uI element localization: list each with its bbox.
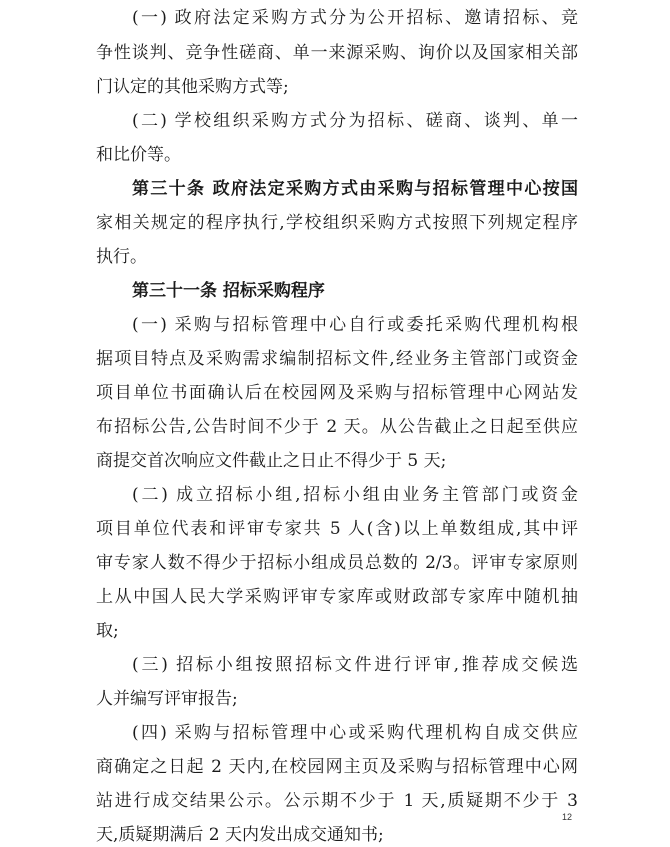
text-line: 商提交首次响应文件截止之日止不得少于 5 天; [96,451,447,471]
text-line: 天,质疑期满后 2 天内发出成交通知书; [96,825,384,845]
text-line: 审专家人数不得少于招标小组成员总数的 2/3。评审专家原则 [96,553,578,573]
text-line: 取; [96,621,119,641]
text-line: 争性谈判、竞争性磋商、单一来源采购、询价以及国家相关部 [96,43,578,63]
text-line: (二) 成立招标小组,招标小组由业务主管部门或资金 [132,485,578,505]
text-line: 项目单位书面确认后在校园网及采购与招标管理中心网站发 [96,383,578,403]
text-line: (四) 采购与招标管理中心或采购代理机构自成交供应 [132,723,578,743]
text-line: (二) 学校组织采购方式分为招标、磋商、谈判、单一 [132,111,578,131]
article-31-heading: 第三十一条 招标采购程序 [132,281,325,301]
text-line: 人并编写评审报告; [96,689,238,709]
text-line: (一) 政府法定采购方式分为公开招标、邀请招标、竞 [132,8,578,28]
text-line: 和比价等。 [96,145,181,165]
page-number: 12 [562,812,573,822]
text-line: 布招标公告,公告时间不少于 2 天。从公告截止之日起至供应 [96,417,578,437]
text-line: 门认定的其他采购方式等; [96,77,289,97]
text-line: 上从中国人民大学采购评审专家库或财政部专家库中随机抽 [96,587,578,607]
text-line: 商确定之日起 2 天内,在校园网主页及采购与招标管理中心网 [96,757,578,777]
article-30-heading: 第三十条 政府法定采购方式由采购与招标管理中心按国 [132,179,578,199]
text-line: 站进行成交结果公示。公示期不少于 1 天,质疑期不少于 3 [96,791,578,811]
text-line: (一) 采购与招标管理中心自行或委托采购代理机构根 [132,315,578,335]
text-line: 家相关规定的程序执行,学校组织采购方式按照下列规定程序 [96,213,578,233]
text-line: 项目单位代表和评审专家共 5 人(含)以上单数组成,其中评 [96,519,578,539]
text-line: 执行。 [96,247,147,267]
text-line: (三) 招标小组按照招标文件进行评审,推荐成交候选 [132,655,578,675]
text-line: 据项目特点及采购需求编制招标文件,经业务主管部门或资金 [96,349,578,369]
